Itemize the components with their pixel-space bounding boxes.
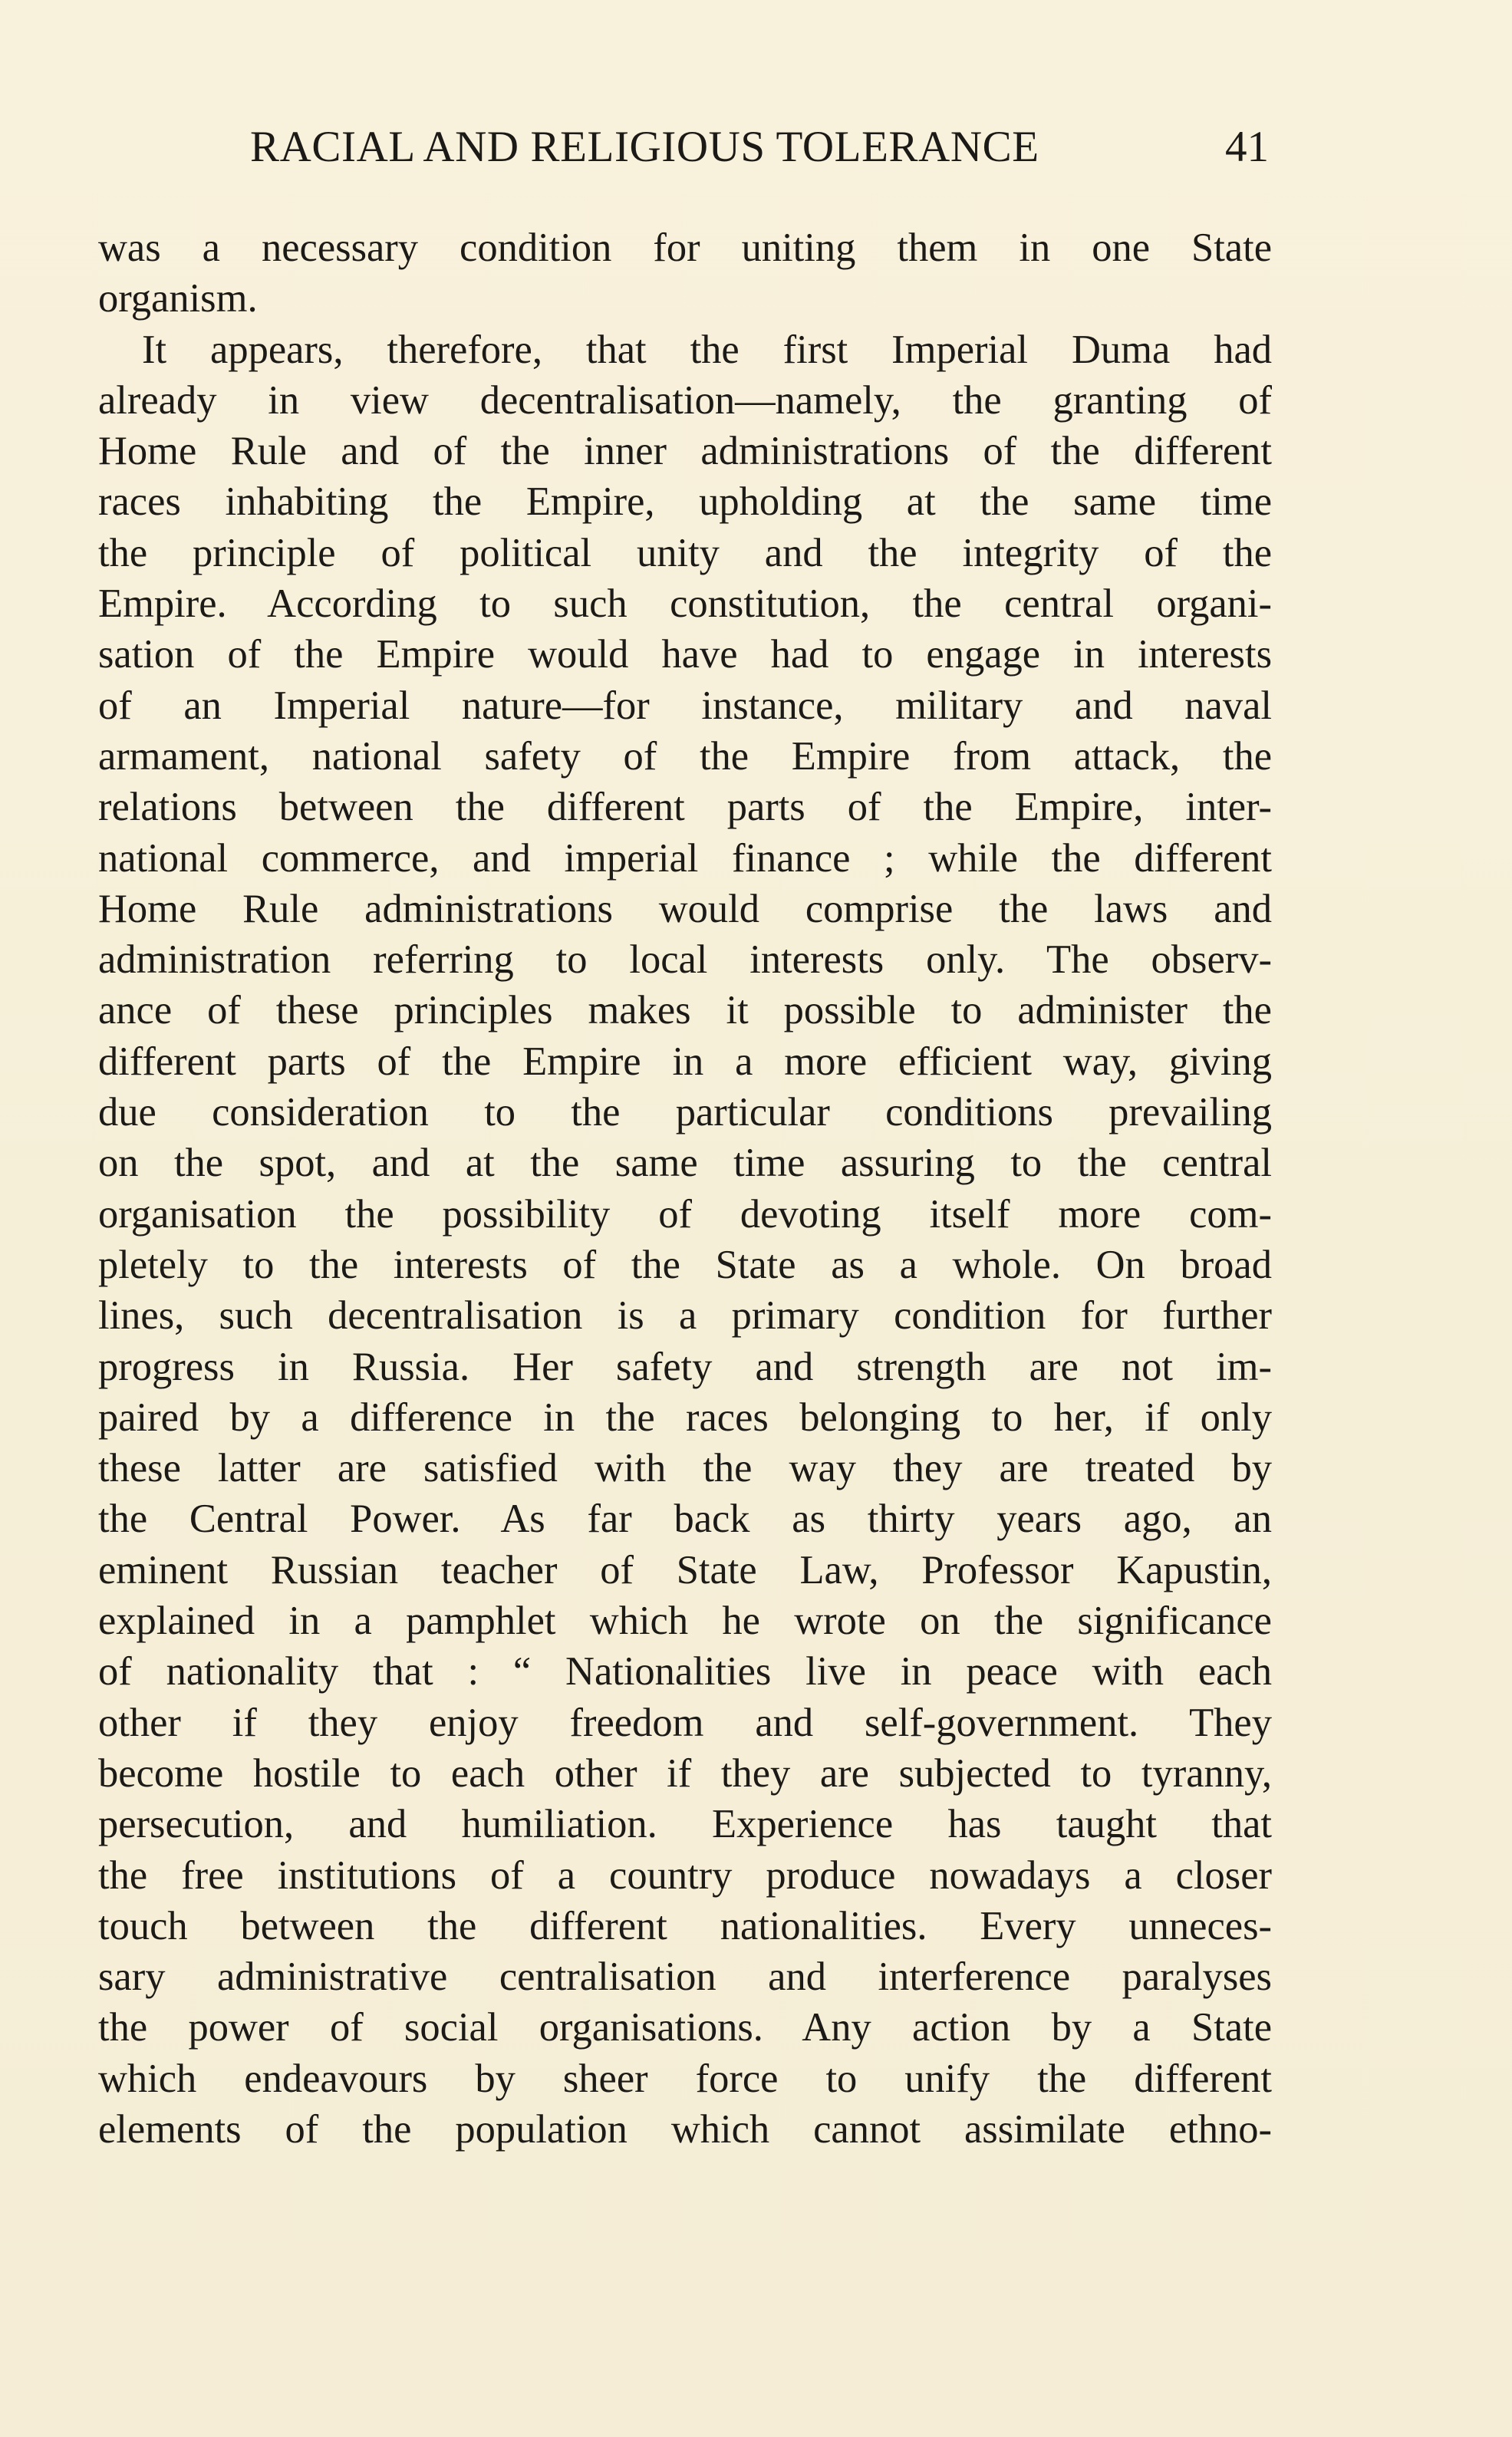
text-line: different parts of the Empire in a more efficient way, giving xyxy=(98,1039,1272,1084)
text-line: Empire. According to such constitution, the central organi- xyxy=(98,581,1272,627)
text-line: was a necessary condition for uniting them in one State xyxy=(98,226,1272,270)
text-line: ance of these principles makes it possible to administer the xyxy=(98,988,1272,1033)
text-line: the Central Power. As far back as thirty years ago, an xyxy=(98,1497,1272,1542)
text-line: Home Rule and of the inner administrations of the different xyxy=(98,429,1272,474)
text-line: armament, national safety of the Empire from attack, the xyxy=(98,733,1272,779)
text-line: It appears, therefore, that the first Imperial Duma had xyxy=(142,327,1272,372)
text-line: paired by a difference in the races belonging to her, if only xyxy=(98,1395,1272,1440)
text-line: races inhabiting the Empire, upholding at the same time xyxy=(98,479,1272,525)
text-line: explained in a pamphlet which he wrote on the significance xyxy=(98,1599,1272,1644)
text-line: touch between the different nationalities. Every unneces- xyxy=(98,1903,1272,1948)
body-text xyxy=(98,222,1272,2155)
text-line: the principle of political unity and the integrity of the xyxy=(98,530,1272,575)
text-line: national commerce, and imperial finance ; while the different xyxy=(98,835,1272,881)
text-line: eminent Russian teacher of State Law, Professor Kapustin, xyxy=(98,1547,1272,1592)
text-line: organisation the possibility of devoting itself more com- xyxy=(98,1191,1272,1237)
text-line: other if they enjoy freedom and self-government. They xyxy=(98,1700,1272,1745)
text-line: the power of social organisations. Any action by a State xyxy=(98,2005,1272,2050)
text-line: these latter are satisfied with the way they are treated by xyxy=(98,1446,1272,1491)
page-number: 41 xyxy=(1225,123,1269,171)
text-line: the free institutions of a country produce nowadays a closer xyxy=(98,1852,1272,1898)
text-line: already in view decentralisation—namely, the granting of xyxy=(98,377,1272,423)
text-line: Home Rule administrations would comprise the laws and xyxy=(98,886,1272,931)
text-line: elements of the population which cannot assimilate ethno- xyxy=(98,2106,1272,2152)
text-line: relations between the different parts of the Empire, inter- xyxy=(98,785,1272,830)
text-line: sation of the Empire would have had to engage in interests xyxy=(98,632,1272,677)
running-head-title: RACIAL AND RELIGIOUS TOLERANCE xyxy=(250,123,1039,171)
text-line: progress in Russia. Her safety and strength are not im- xyxy=(98,1344,1272,1389)
text-line: which endeavours by sheer force to unify the different xyxy=(98,2056,1272,2101)
text-line: organism. xyxy=(98,276,258,321)
text-line: persecution, and humiliation. Experience has taught that xyxy=(98,1802,1272,1847)
text-line: of an Imperial nature—for instance, military and naval xyxy=(98,683,1272,728)
text-line: on the spot, and at the same time assuring to the central xyxy=(98,1141,1272,1186)
text-line: pletely to the interests of the State as a whole. On broad xyxy=(98,1242,1272,1287)
running-head xyxy=(0,117,1512,178)
text-line: lines, such decentralisation is a primary condition for further xyxy=(98,1293,1272,1339)
text-line: administration referring to local interests only. The observ- xyxy=(98,937,1272,983)
text-line: sary administrative centralisation and interference paralyses xyxy=(98,1955,1272,2000)
text-line: become hostile to each other if they are subjected to tyranny, xyxy=(98,1750,1272,1796)
text-line: of nationality that : “ Nationalities live in peace with each xyxy=(98,1649,1272,1694)
text-line: due consideration to the particular conditions prevailing xyxy=(98,1090,1272,1135)
